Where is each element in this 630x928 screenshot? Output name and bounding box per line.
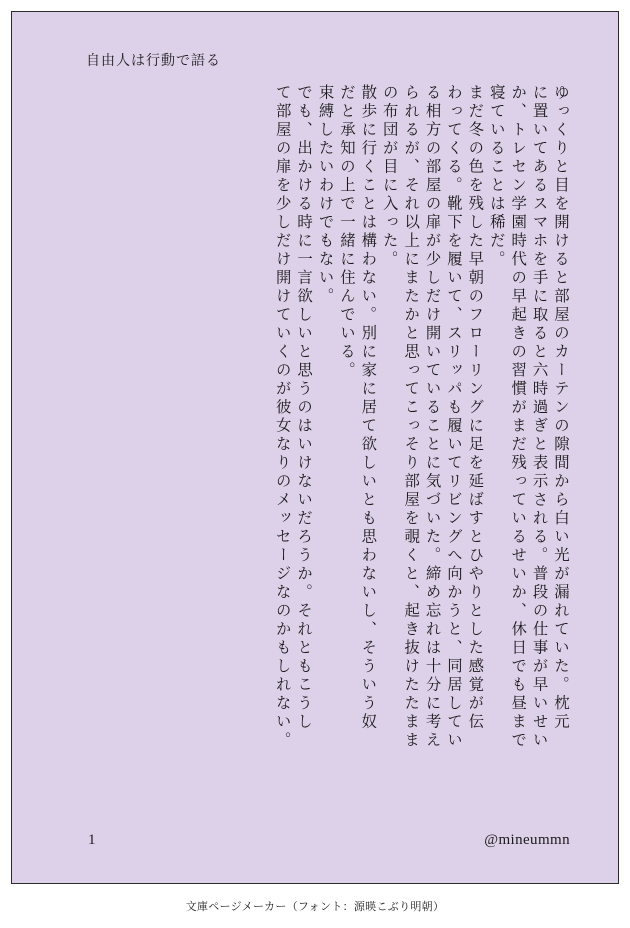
text-line: ゆっくりと目を開けると部屋のカーテンの隙間から白い光が漏れていた。枕元 xyxy=(552,84,569,732)
text-line: られるが、それ以上にまたかと思ってこっそり部屋を覗くと、起き抜けたたまま xyxy=(402,84,420,750)
text-line: 寝ていることは稀だ。 xyxy=(487,84,505,269)
text-line: に置いてあるスマホを手に取ると六時過ぎと表示される。普段の仕事が早いせい xyxy=(530,84,548,750)
text-line: の布団が目に入った。 xyxy=(380,84,398,269)
text-line: て部屋の扉を少しだけ開けていくのが彼女なりのメッセージなのかもしれない。 xyxy=(273,84,291,750)
footer-credit: 文庫ページメーカー（フォント：源暎こぶり明朝） xyxy=(185,901,445,913)
text-line: だと承知の上で一緒に住んでいる。 xyxy=(337,84,355,380)
author-handle: @mineummn xyxy=(484,832,570,848)
vertical-text-body xyxy=(68,84,568,819)
text-line: でも、出かける時に一言欲しいと思うのはいけないだろうか。それともこうし xyxy=(295,84,313,732)
page-title: 自由人は行動で語る xyxy=(86,54,221,69)
text-line: る相方の部屋の扉が少しだけ開いていることに気づいた。締め忘れは十分に考え xyxy=(423,84,441,750)
text-line: 束縛したいわけでもない。 xyxy=(316,84,334,306)
text-line: わってくる。靴下を履いて、スリッパも履いてリビングへ向かうと、同居してい xyxy=(444,84,462,750)
text-line: 散歩に行くことは構わない。別に家に居て欲しいとも思わないし、そういう奴 xyxy=(359,84,377,732)
text-line: まだ冬の色を残した早朝のフローリングに足を延ばすとひやりとした感覚が伝 xyxy=(466,84,484,732)
page-number: 1 xyxy=(88,832,96,848)
text-line: か、トレセン学園時代の早起きの習慣がまだ残っているせいか、休日でも昼まで xyxy=(509,84,527,750)
novel-sheet xyxy=(11,11,619,884)
